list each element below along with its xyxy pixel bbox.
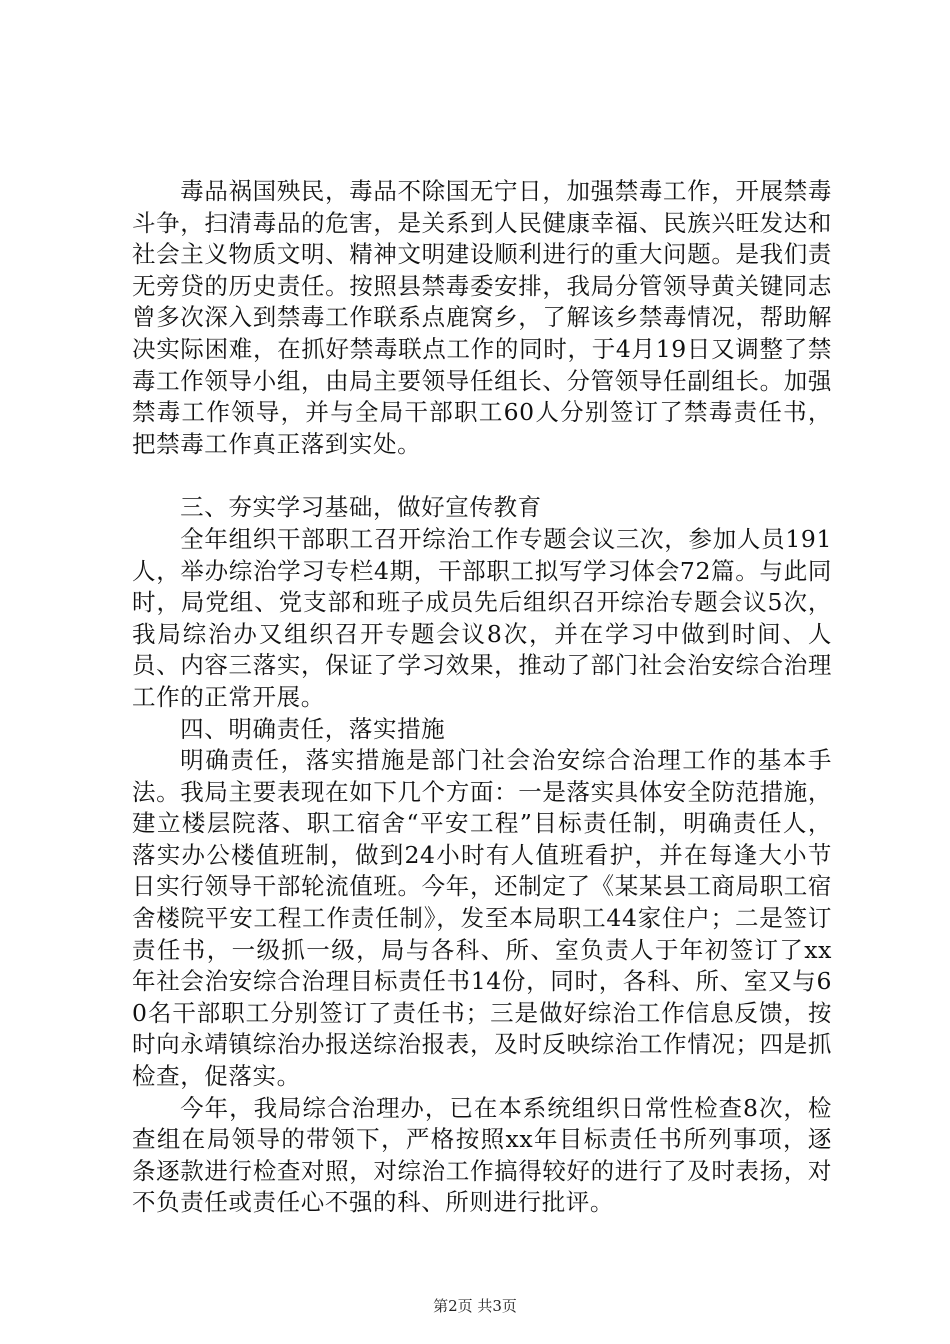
section-heading-clarify-responsibility: 四、明确责任，落实措施 (180, 714, 446, 743)
page-number-footer: 第2页 共3页 (433, 1297, 517, 1315)
paragraph-study-meetings: 全年组织干部职工召开综治工作专题会议三次，参加人员191人，举办综治学习专栏4期，干部职工拟写学习体会72篇。与此同时，局党组、党支部和班子成员先后组织召开综治专题会议5次，我局综治办又组织召开专题会议8次，并在学习中做到时间、人员、内容三落实，保证了学习效果，推动了部门社会治安综合治理工作的正常开展。 (132, 524, 832, 711)
paragraph-anti-drug-work: 毒品祸国殃民，毒品不除国无宁日，加强禁毒工作，开展禁毒斗争，扫清毒品的危害，是关系到人民健康幸福、民族兴旺发达和社会主义物质文明、精神文明建设顺利进行的重大问题。是我们责无旁贷的历史责任。按照县禁毒委安排，我局分管领导黄关键同志曾多次深入到禁毒工作联系点鹿窝乡，了解该乡禁毒情况，帮助解决实际困难，在抓好禁毒联点工作的同时，于4月19日又调整了禁毒工作领导小组，由局主要领导任组长、分管领导任副组长。加强禁毒工作领导，并与全局干部职工60人分别签订了禁毒责任书，把禁毒工作真正落到实处。 (132, 177, 832, 458)
section-heading-study-foundation: 三、夯实学习基础，做好宣传教育 (180, 493, 542, 522)
paragraph-inspections: 今年，我局综合治理办，已在本系统组织日常性检查8次，检查组在局领导的带领下，严格按照xx年目标责任书所列事项，逐条逐款进行检查对照，对综治工作搞得较好的进行了及时表扬，对不负责任或责任心不强的科、所则进行批评。 (132, 1093, 832, 1217)
document-body (132, 176, 832, 1219)
paragraph-responsibility-measures: 明确责任，落实措施是部门社会治安综合治理工作的基本手法。我局主要表现在如下几个方面：一是落实具体安全防范措施，建立楼层院落、职工宿舍“平安工程”目标责任制，明确责任人，落实办公楼值班制，做到24小时有人值班看护，并在每逢大小节日实行领导干部轮流值班。今年，还制定了《某某县工商局职工宿舍楼院平安工程工作责任制》，发至本局职工44家住户；二是签订责任书，一级抓一级，局与各科、所、室负责人于年初签订了xx年社会治安综合治理目标责任书14份，同时，各科、所、室又与60名干部职工分别签订了责任书；三是做好综治工作信息反馈，按时向永靖镇综治办报送综治报表，及时反映综治工作情况；四是抓检查，促落实。 (132, 746, 832, 1091)
